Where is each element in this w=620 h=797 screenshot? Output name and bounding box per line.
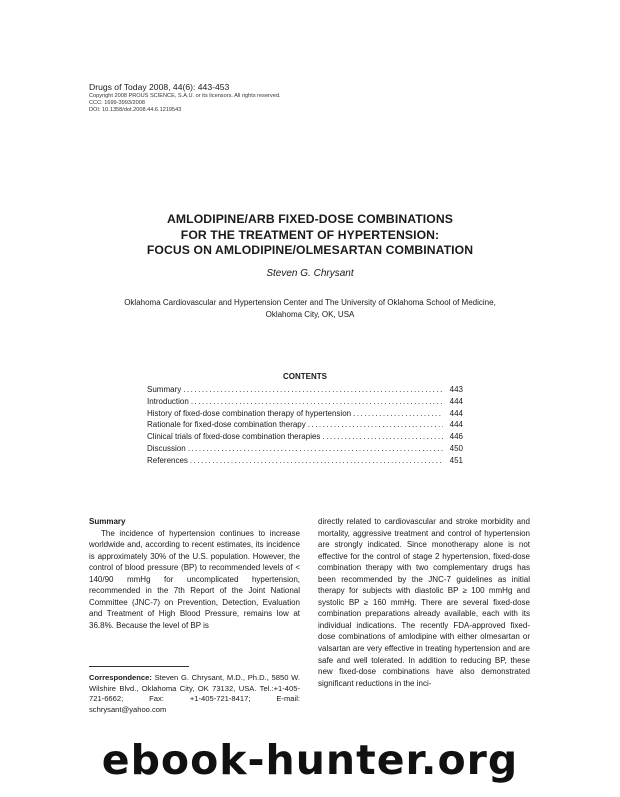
article-title <box>60 212 560 259</box>
affiliation <box>70 297 550 320</box>
contents-heading: CONTENTS <box>283 372 327 381</box>
correspondence-label: Correspondence: <box>89 673 152 682</box>
journal-header <box>89 82 389 115</box>
toc-page: 450 <box>449 443 463 453</box>
affiliation-line-2: Oklahoma City, OK, USA <box>265 309 355 319</box>
toc-page: 446 <box>449 432 463 442</box>
toc-item-introduction <box>147 396 463 408</box>
toc-item-discussion <box>147 443 463 455</box>
toc-item-rationale <box>147 419 463 431</box>
body-column-right <box>318 516 530 689</box>
correspondence-text: Steven G. Chrysant, M.D., Ph.D., 5850 W. Wilshire Blvd., Oklahoma City, OK 73132, USA. Tel.:+1-405-721-6662; Fax: +1-405-721-8417; E-mail: schrysant@yahoo.com <box>89 673 300 714</box>
body-column-left <box>89 516 300 631</box>
toc-label: History of fixed-dose combination therapy of hypertension <box>147 408 352 418</box>
toc-item-history <box>147 408 463 420</box>
copyright-line: Copyright 2008 PROUS SCIENCE, S.A.U. or its licensors. All rights reserved. <box>89 93 281 99</box>
author-name: Steven G. Chrysant <box>266 268 354 279</box>
summary-heading: Summary <box>89 517 126 526</box>
toc-item-clinical-trials <box>147 431 463 443</box>
toc-page: 451 <box>449 455 463 465</box>
watermark-text: ebook-hunter.org <box>101 736 519 784</box>
toc-label: Introduction <box>147 396 189 406</box>
doi-line: DOI: 10.1358/dot.2008.44.6.1219543 <box>89 107 182 114</box>
toc-page: 444 <box>449 396 463 406</box>
correspondence-note <box>89 673 300 715</box>
journal-citation: Drugs of Today 2008, 44(6): 443-453 <box>89 82 230 92</box>
footnote-divider <box>89 666 189 667</box>
toc-label: Clinical trials of fixed-dose combination therapies <box>147 432 321 442</box>
toc-page: 443 <box>449 385 463 394</box>
toc-label: Summary <box>147 385 182 394</box>
toc-item-summary <box>147 384 463 396</box>
toc-page: 444 <box>449 420 463 430</box>
toc-page: 444 <box>449 408 463 418</box>
toc-label: References <box>147 455 188 465</box>
toc-item-references <box>147 455 463 467</box>
toc-label: Rationale for fixed-dose combination therapy <box>147 420 306 430</box>
summary-paragraph-continued: directly related to cardiovascular and stroke morbidity and mortality, aggressive treatment and control of hypertension are strongly indicated. Since monotherapy alone is not effective for the control of stage 2 hypertension, fixed-dose combination therapy with two complementary drugs has been recommended by the JNC-7 guidelines as initial therapy for subjects with diastolic BP ≥ 100 mmHg and systolic BP ≥ 160 mmHg. There are several fixed-dose combination preparations already available, each with its individual indications. The recently FDA-approved fixed-dose combinations of amlodipine with either olmesartan or valsartan are very effective in treating hypertension and are safe and well tolerated. In addition to reducing BP, these new fixed-dose combinations have also demonstrated significant reductions in the inci- <box>318 517 530 688</box>
title-line-2: FOR THE TREATMENT OF HYPERTENSION: <box>180 227 440 242</box>
affiliation-line-1: Oklahoma Cardiovascular and Hypertension Center and The University of Oklahoma School of Medicine, <box>124 298 496 307</box>
ccc-line: CCC: 1699-3993/2008 <box>89 100 145 107</box>
table-of-contents <box>147 372 463 467</box>
title-line-3: FOCUS ON AMLODIPINE/OLMESARTAN COMBINATION <box>146 243 474 257</box>
summary-paragraph: The incidence of hypertension continues to increase worldwide and, according to recent estimates, its incidence is approximately 30% of the U.S. population. However, the control of blood pressure (BP) to recommended levels of < 140/90 mmHg for uncomplicated hypertension, recommended in the 7th Report of the Joint National Committee (JNC-7) on Prevention, Detection, Evaluation and Treatment of High Blood Pressure, remains low at 36.8%. Because the level of BP is <box>89 528 300 630</box>
toc-label: Discussion <box>147 443 186 453</box>
title-line-1: AMLODIPINE/ARB FIXED-DOSE COMBINATIONS <box>167 212 453 226</box>
